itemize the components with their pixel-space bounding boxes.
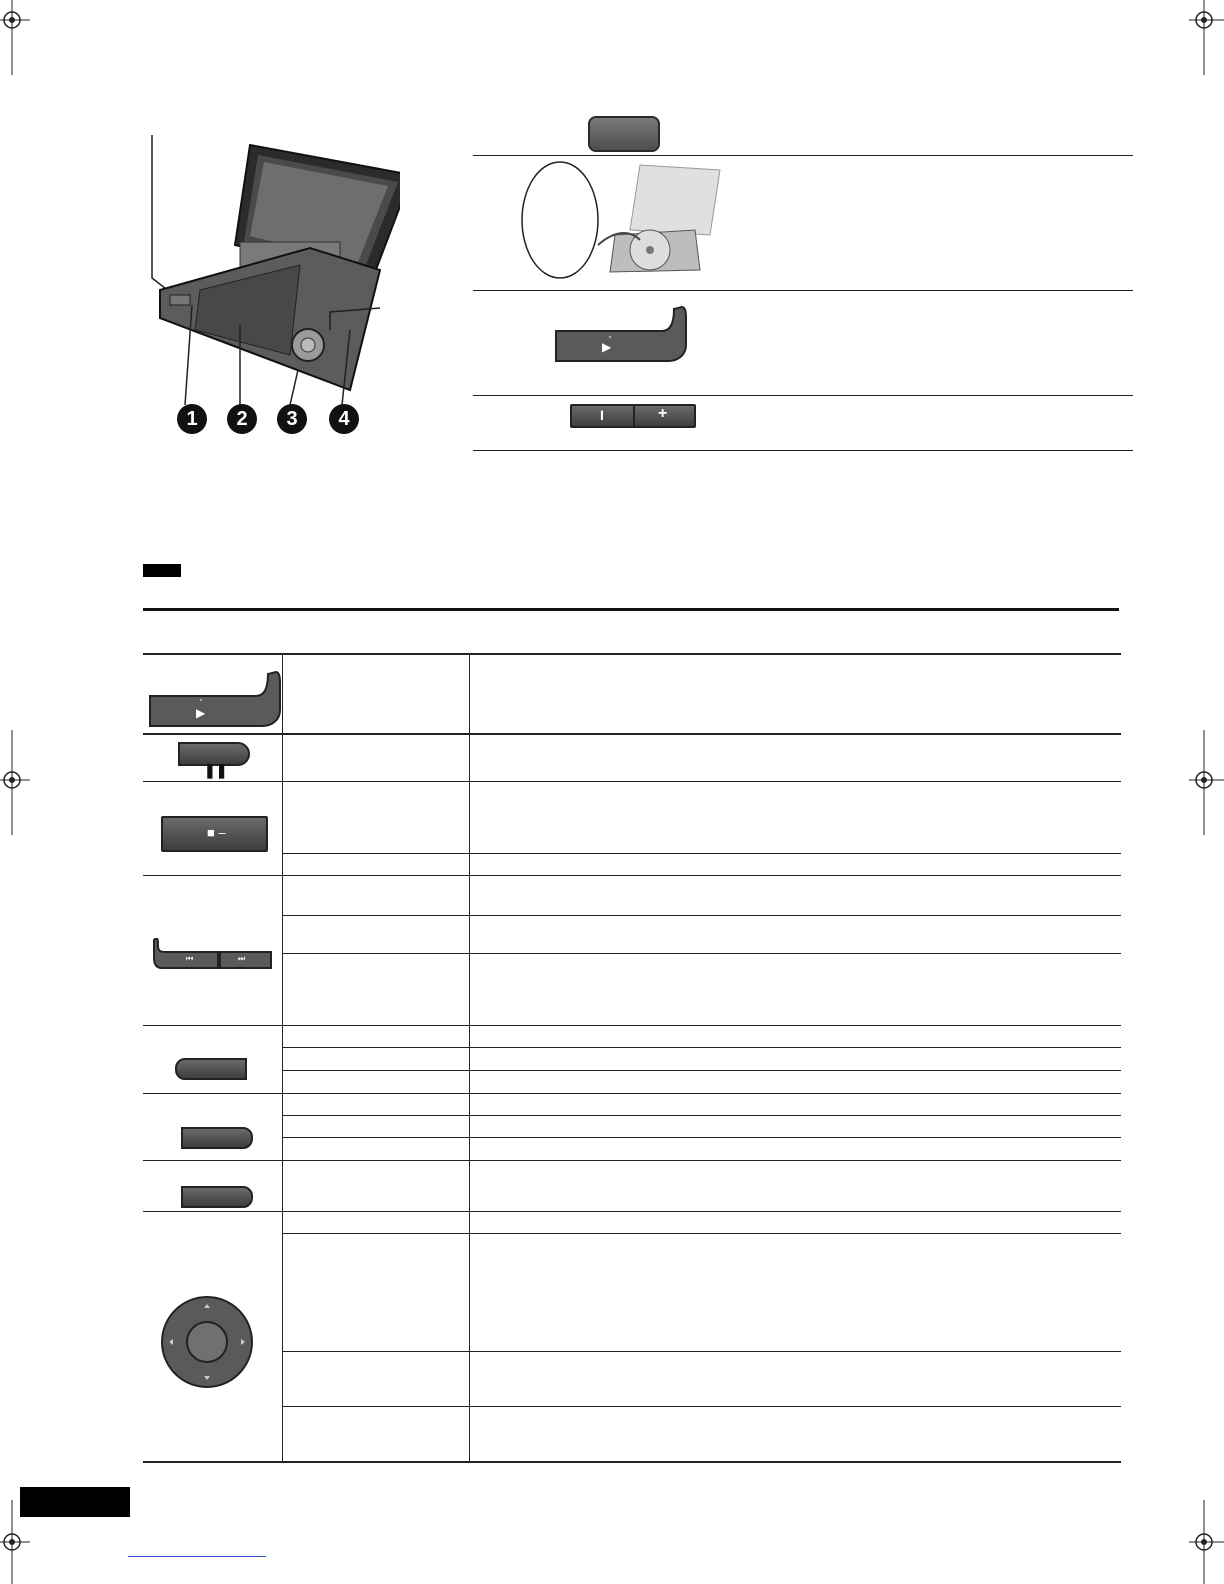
registration-mark-bottom-right bbox=[1184, 1500, 1224, 1584]
section-rule bbox=[143, 608, 1119, 611]
step-divider-2 bbox=[473, 290, 1133, 291]
page-tab bbox=[20, 1487, 130, 1517]
table-stop-glyph: ■ – bbox=[207, 825, 226, 840]
table-button-icon-c bbox=[181, 1186, 253, 1208]
step-divider-3 bbox=[473, 395, 1133, 396]
step-3-play-button-icon bbox=[554, 305, 689, 365]
table-play-button-icon bbox=[148, 670, 283, 730]
table-directional-pad-icon bbox=[160, 1295, 255, 1390]
table-skip-fwd-glyph: ⏭ bbox=[238, 954, 246, 963]
table-pause-glyph: ❚❚ bbox=[204, 762, 228, 778]
step-1-button-icon bbox=[588, 116, 660, 152]
operation-table bbox=[143, 653, 1121, 1463]
callout-1: 1 bbox=[177, 404, 207, 434]
table-stop-button-icon bbox=[161, 816, 268, 852]
registration-mark-mid-left bbox=[0, 730, 40, 840]
callout-4: 4 bbox=[329, 404, 359, 434]
registration-mark-mid-right bbox=[1184, 730, 1224, 840]
table-button-icon-a bbox=[175, 1058, 247, 1080]
callout-2: 2 bbox=[227, 404, 257, 434]
portable-player-illustration bbox=[140, 130, 400, 445]
step-3-play-glyph: ▶ bbox=[602, 340, 612, 354]
volume-minus-glyph: I bbox=[600, 407, 604, 423]
step-divider-4 bbox=[473, 450, 1133, 451]
table-skip-buttons-icon bbox=[152, 938, 274, 970]
note-tag bbox=[143, 564, 181, 577]
footer-link-underline bbox=[128, 1556, 266, 1557]
callout-3: 3 bbox=[277, 404, 307, 434]
table-play-glyph: ▶ bbox=[196, 706, 206, 720]
step-4-volume-buttons bbox=[570, 404, 696, 428]
step-divider-1 bbox=[473, 155, 1133, 156]
registration-mark-top-left bbox=[0, 0, 40, 80]
table-skip-back-glyph: ⏮ bbox=[186, 954, 194, 963]
registration-mark-top-right bbox=[1184, 0, 1224, 80]
table-button-icon-b bbox=[181, 1127, 253, 1149]
disc-insert-illustration bbox=[520, 160, 730, 285]
volume-plus-glyph: + bbox=[658, 405, 668, 422]
